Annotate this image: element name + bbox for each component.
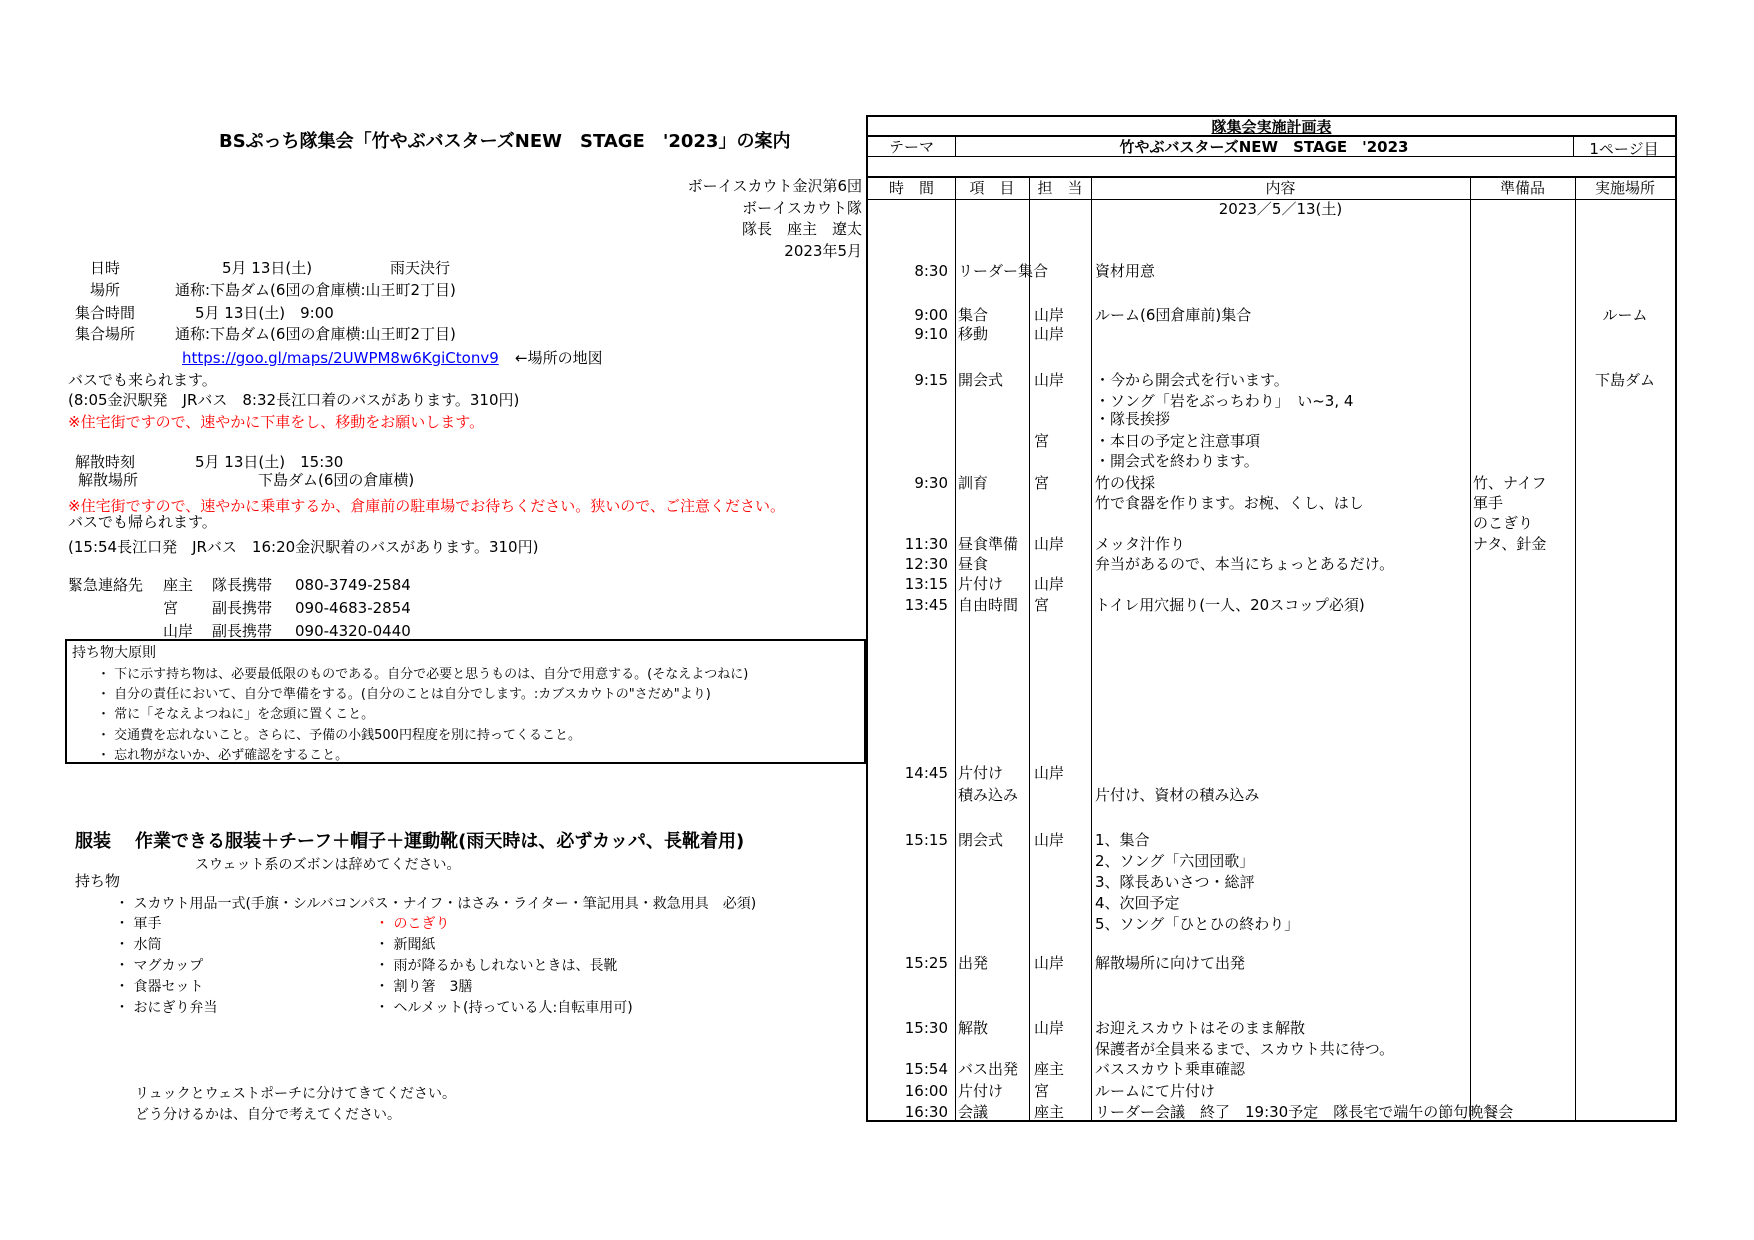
emergency-label: 緊急連絡先: [68, 576, 144, 594]
contact-phone: 090-4320-0440: [295, 622, 411, 640]
rule-bullet: ・ 下に示す持ち物は、必要最低限のものである。自分で必要と思うものは、自分で用意する。(そなえよつねに): [97, 667, 749, 682]
clothing-note: スウェット系のズボンは辞めてください。: [195, 857, 461, 873]
belonging-item: ・ おにぎり弁当: [115, 1000, 218, 1016]
place-value: 通称:下島ダム(6団の倉庫横:山王町2丁目): [175, 281, 456, 299]
contact-phone: 090-4683-2854: [295, 599, 411, 617]
theme-value: 竹やぶバスターズNEW STAGE '2023: [1119, 138, 1409, 156]
cell-time: 9:10: [914, 325, 948, 343]
map-link-note: ←場所の地図: [515, 349, 603, 367]
column-header-row: [868, 178, 1675, 200]
cell-content: 5、ソング「ひとひの終わり」: [1095, 915, 1300, 933]
cell-staff: 山岸: [1034, 575, 1065, 593]
cell-item: 開会式: [958, 371, 1004, 389]
cell-time: 15:30: [904, 1019, 948, 1037]
schedule-body: [868, 200, 1675, 1120]
cell-prep: 竹、ナイフ: [1473, 474, 1547, 492]
belongings-first-item: ・ スカウト用品一式(手旗・シルバコンパス・ナイフ・はさみ・ライター・筆記用具・救急用具 必須): [115, 896, 757, 912]
map-link[interactable]: https://goo.gl/maps/2UWPM8w6KgiCtonv9: [182, 349, 499, 367]
clothing-value: 作業できる服装＋チーフ＋帽子＋運動靴(雨天時は、必ずカッパ、長靴着用): [135, 831, 745, 852]
cell-staff: 宮: [1034, 1082, 1050, 1100]
belonging-item: ・ のこぎり: [375, 916, 450, 932]
col-header-content: 内容: [1265, 179, 1296, 197]
rule-bullet: ・ 忘れ物がないか、必ず確認をすること。: [97, 747, 349, 763]
cell-staff: 山岸: [1034, 535, 1065, 553]
belonging-item: ・ 割り箸 3膳: [375, 979, 473, 995]
cell-time: 9:15: [914, 371, 948, 389]
belongings-rules-heading: 持ち物大原則: [72, 645, 156, 661]
bus-come-detail: (8:05金沢駅発 JRバス 8:32長江口着のバスがあります。310円): [68, 391, 520, 409]
cell-staff: 山岸: [1034, 325, 1065, 343]
place-label: 場所: [90, 281, 121, 299]
divider: [1573, 137, 1574, 156]
rain-note: 雨天決行: [390, 259, 451, 277]
cell-content: 竹の伐採: [1095, 474, 1156, 492]
contact-role: 副長携帯: [212, 622, 273, 640]
page-number: 1ページ目: [1589, 140, 1659, 158]
belonging-item: ・ 軍手: [115, 916, 162, 932]
divider: [1575, 178, 1576, 199]
cell-content: 解散場所に向けて出発: [1095, 954, 1246, 972]
cell-item: 会議: [958, 1103, 989, 1121]
cell-time: 11:30: [904, 535, 948, 553]
cell-content: 片付け、資材の積み込み: [1095, 786, 1260, 804]
belonging-item: ・ 雨が降るかもしれないときは、長靴: [375, 958, 618, 974]
contact-name: 山岸: [163, 622, 194, 640]
belonging-item: ・ ヘルメット(持っている人:自転車用可): [375, 1000, 633, 1016]
cell-staff: 座主: [1034, 1103, 1065, 1121]
plan-table: [866, 115, 1677, 1122]
col-header-staff: 担 当: [1037, 179, 1083, 197]
contact-role: 隊長携帯: [212, 576, 273, 594]
cell-time: 15:15: [904, 831, 948, 849]
divider: [1091, 200, 1092, 1120]
cell-time: 16:00: [904, 1082, 948, 1100]
sender-line: ボーイスカウト金沢第6団: [687, 177, 862, 195]
cell-time: 9:30: [914, 474, 948, 492]
cell-item: 自由時間: [958, 596, 1019, 614]
col-header-item: 項 目: [969, 179, 1015, 197]
cell-place: 下島ダム: [1594, 371, 1655, 389]
dismiss-place-label: 解散場所: [78, 471, 139, 489]
contact-role: 副長携帯: [212, 599, 273, 617]
cell-time: 12:30: [904, 555, 948, 573]
plan-table-title: 隊集会実施計画表: [1211, 118, 1332, 136]
divider: [1470, 178, 1471, 199]
cell-staff: 宮: [1034, 432, 1050, 450]
cell-content: ルームにて片付け: [1095, 1082, 1216, 1100]
cell-content: メッタ汁作り: [1095, 535, 1186, 553]
cell-content: ・ソング「岩をぶっちわり」 い~3, 4: [1095, 392, 1354, 410]
cell-item: 昼食: [958, 555, 989, 573]
divider: [1470, 200, 1471, 1120]
meet-place-value: 通称:下島ダム(6団の倉庫横:山王町2丁目): [175, 325, 456, 343]
cell-content: ・本日の予定と注意事項: [1095, 432, 1261, 450]
cell-time: 13:45: [904, 596, 948, 614]
cell-content: ・隊長挨拶: [1095, 410, 1171, 428]
cell-time: 9:00: [914, 306, 948, 324]
cell-item: 片付け: [958, 575, 1004, 593]
cell-staff: 山岸: [1034, 831, 1065, 849]
cell-prep: 軍手: [1473, 494, 1504, 512]
divider: [955, 178, 956, 199]
meet-time-label: 集合時間: [75, 304, 136, 322]
cell-content: トイレ用穴掘り(一人、20スコップ必須): [1095, 596, 1365, 614]
cell-place: ルーム: [1602, 306, 1648, 324]
cell-content: 3、隊長あいさつ・総評: [1095, 873, 1255, 891]
cell-staff: 山岸: [1034, 764, 1065, 782]
cell-item: 閉会式: [958, 831, 1004, 849]
cell-prep: ナタ、針金: [1473, 535, 1547, 553]
sender-line: 隊長 座主 遼太: [741, 220, 862, 239]
cell-item: バス出発: [958, 1060, 1019, 1078]
cell-staff: 座主: [1034, 1060, 1065, 1078]
cell-time: 8:30: [914, 262, 948, 280]
packing-note: リュックとウェストポーチに分けてきてください。: [135, 1086, 457, 1102]
divider: [1029, 200, 1030, 1120]
cell-item: 片付け: [958, 764, 1004, 782]
cell-content: 保護者が全員来るまで、スカウト共に待つ。: [1095, 1040, 1395, 1058]
cell-item: 昼食準備: [958, 535, 1019, 553]
cell-content: 弁当があるので、本当にちょっとあるだけ。: [1095, 555, 1395, 573]
theme-row: [868, 137, 1675, 157]
dismiss-time-label: 解散時刻: [75, 453, 136, 471]
belonging-item: ・ 水筒: [115, 937, 162, 953]
cell-item: 解散: [958, 1019, 989, 1037]
bus-come: バスでも来られます。: [68, 371, 217, 389]
cell-content: ・今から開会式を行います。: [1095, 371, 1289, 389]
dismiss-place-value: 下島ダム(6団の倉庫横): [258, 471, 415, 489]
cell-prep: のこぎり: [1473, 514, 1534, 532]
cell-time: 13:15: [904, 575, 948, 593]
contact-phone: 080-3749-2584: [295, 576, 411, 594]
divider: [955, 137, 956, 156]
sender-line: 2023年5月: [784, 242, 862, 261]
bus-return-detail: (15:54長江口発 JRバス 16:20金沢駅着のバスがあります。310円): [68, 538, 539, 556]
cell-item: 出発: [958, 954, 989, 972]
cell-time: 15:54: [904, 1060, 948, 1078]
cell-staff: 山岸: [1034, 371, 1065, 389]
cell-content: ルーム(6団倉庫前)集合: [1095, 306, 1252, 324]
col-header-time: 時 間: [888, 179, 934, 197]
cell-item: 集合: [958, 306, 989, 324]
cell-content-date: 2023／5／13(土): [1218, 200, 1343, 218]
belonging-item: ・ 食器セット: [115, 979, 204, 995]
cell-staff: 宮: [1034, 474, 1050, 492]
warning-leave: ※住宅街ですので、速やかに乗車するか、倉庫前の駐車場でお待ちください。狭いので、ご注意ください。: [68, 497, 785, 515]
contact-name: 座主: [163, 576, 194, 594]
cell-content: 1、集合: [1095, 831, 1150, 849]
cell-staff: 山岸: [1034, 306, 1065, 324]
cell-content: リーダー会議 終了 19:30予定 隊長宅で端午の節句晩餐会: [1095, 1103, 1514, 1121]
belonging-item: ・ マグカップ: [115, 958, 204, 974]
divider: [1029, 178, 1030, 199]
spacer-row: [868, 157, 1675, 178]
rule-bullet: ・ 常に「そなえよつねに」を念頭に置くこと。: [97, 707, 375, 723]
rule-bullet: ・ 交通費を忘れないこと。さらに、予備の小銭500円程度を別に持ってくること。: [97, 727, 581, 743]
dismiss-time-value: 5月 13日(土) 15:30: [195, 453, 344, 471]
cell-item: リーダー集合: [958, 262, 1049, 280]
divider: [1575, 200, 1576, 1120]
col-header-prep: 準備品: [1499, 179, 1545, 197]
plan-table-title-row: [868, 117, 1675, 137]
date-value: 5月 13日(土): [222, 259, 313, 277]
cell-content: バススカウト乗車確認: [1095, 1060, 1246, 1078]
packing-note: どう分けるかは、自分で考えてください。: [135, 1107, 401, 1123]
cell-item: 片付け: [958, 1082, 1004, 1100]
cell-content: 2、ソング「六団団歌」: [1095, 852, 1255, 870]
cell-time: 14:45: [904, 764, 948, 782]
cell-item: 移動: [958, 325, 989, 343]
cell-staff: 山岸: [1034, 1019, 1065, 1037]
clothing-label: 服装: [75, 831, 111, 852]
date-label: 日時: [90, 259, 121, 277]
cell-content: 資材用意: [1095, 262, 1156, 280]
belonging-item: ・ 新聞紙: [375, 937, 436, 953]
rule-bullet: ・ 自分の責任において、自分で準備をする。(自分のことは自分でします。:カブスカウトの"さだめ"より): [97, 687, 711, 703]
cell-content: 竹で食器を作ります。お椀、くし、はし: [1095, 494, 1364, 512]
contact-name: 宮: [163, 599, 179, 617]
cell-time: 16:30: [904, 1103, 948, 1121]
cell-staff: 宮: [1034, 596, 1050, 614]
cell-item: 積み込み: [958, 786, 1019, 804]
meet-time-value: 5月 13日(土) 9:00: [195, 304, 334, 322]
divider: [955, 200, 956, 1120]
cell-staff: 山岸: [1034, 954, 1065, 972]
meet-place-label: 集合場所: [75, 325, 136, 343]
belongings-label: 持ち物: [75, 872, 121, 890]
sender-block: [688, 176, 862, 263]
cell-time: 15:25: [904, 954, 948, 972]
warning-arrive: ※住宅街ですので、速やかに下車をし、移動をお願いします。: [68, 413, 485, 431]
col-header-place: 実施場所: [1594, 179, 1655, 197]
belongings-rules-box: [65, 639, 866, 764]
cell-item: 訓育: [958, 474, 989, 492]
belongings-rules-list: [97, 665, 748, 766]
theme-label: テーマ: [888, 138, 934, 156]
bus-return: バスでも帰られます。: [68, 513, 217, 531]
page-title: BSぷっち隊集会「竹やぶバスターズNEW STAGE '2023」の案内: [219, 131, 791, 152]
divider: [1091, 178, 1092, 199]
cell-content: 4、次回予定: [1095, 894, 1180, 912]
cell-content: お迎えスカウトはそのまま解散: [1095, 1019, 1306, 1037]
sender-line: ボーイスカウト隊: [742, 198, 862, 217]
cell-content: ・開会式を終わります。: [1095, 452, 1259, 470]
